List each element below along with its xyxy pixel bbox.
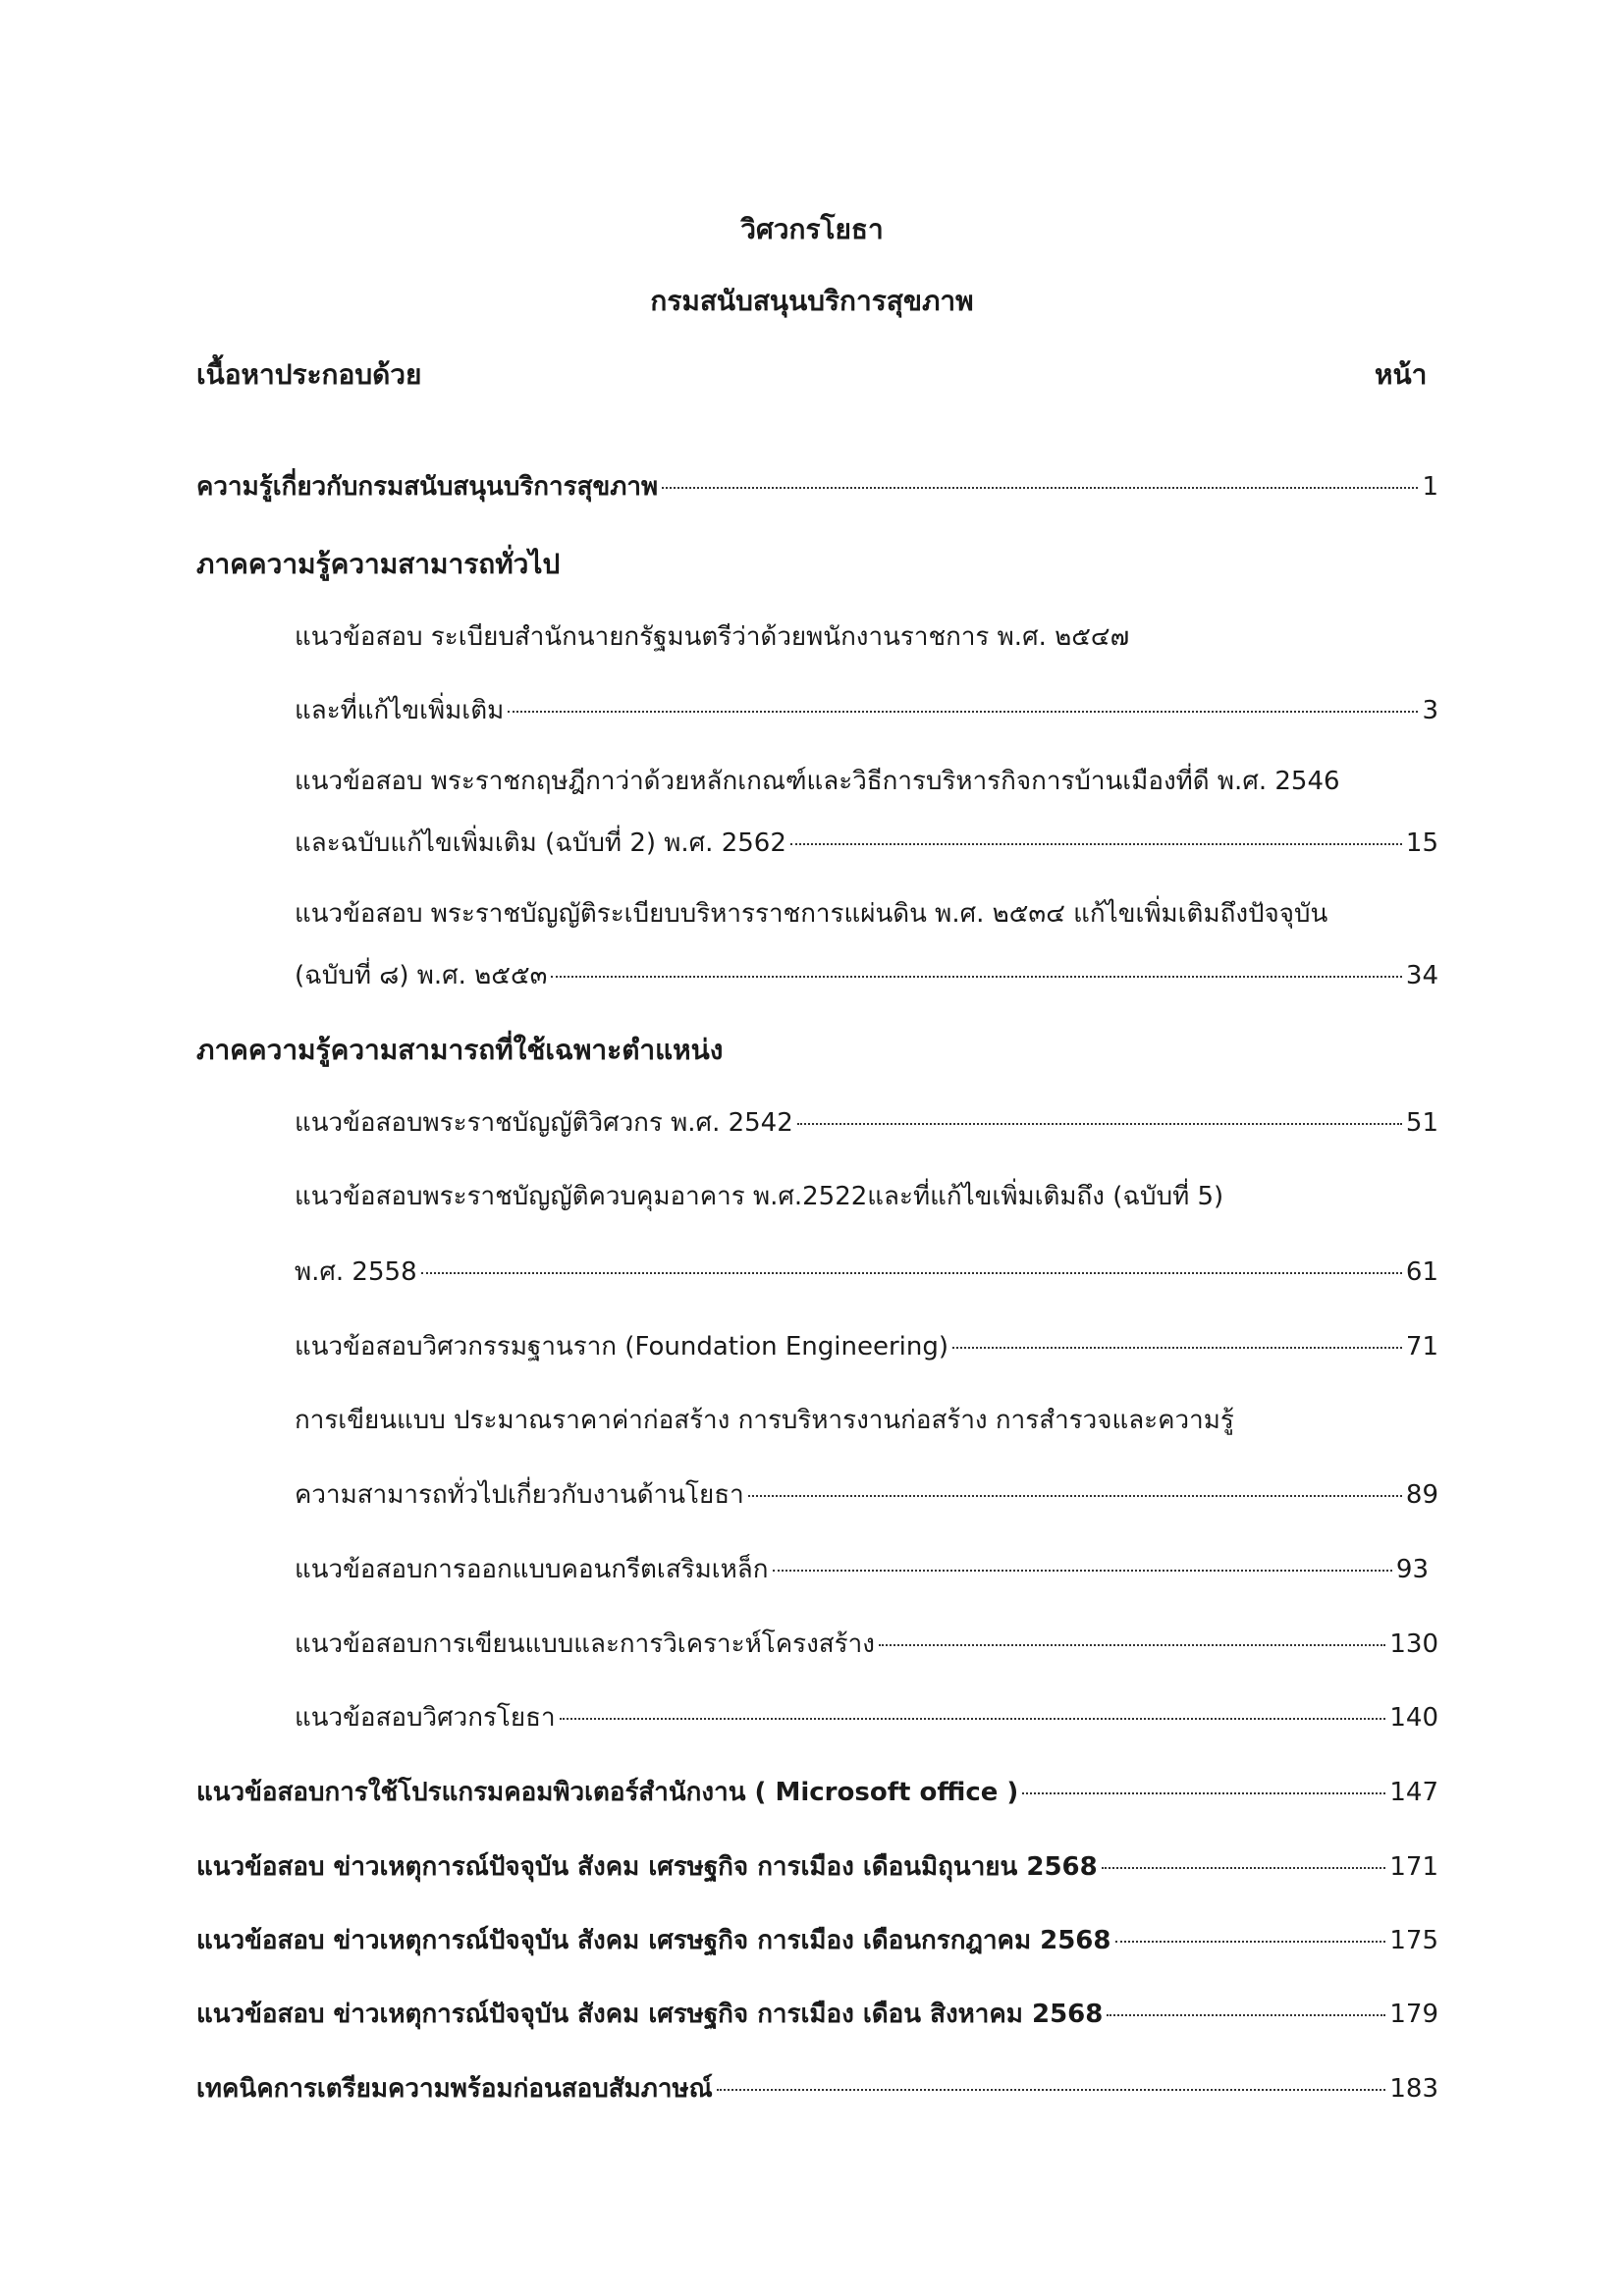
toc-entry-text: แนวข้อสอบ ข่าวเหตุการณ์ปัจจุบัน สังคม เศรษฐกิจ การเมือง เดือนมิถุนายน 2568 — [196, 1852, 1098, 1882]
dot-leader — [662, 487, 1418, 489]
toc-entry — [196, 1772, 1438, 1811]
toc-entry-line: การเขียนแบบ ประมาณราคาค่าก่อสร้าง การบริหารงานก่อสร้าง การสำรวจและความรู้ — [295, 1406, 1234, 1435]
toc-header-page: หน้า — [1375, 358, 1428, 391]
toc-entry — [295, 1624, 1438, 1663]
toc-entry-page: 183 — [1389, 2074, 1438, 2104]
toc-entry-text: แนวข้อสอบ ข่าวเหตุการณ์ปัจจุบัน สังคม เศรษฐกิจ การเมือง เดือน สิงหาคม 2568 — [196, 2000, 1104, 2029]
toc-entry — [196, 1920, 1438, 1959]
toc-entry — [295, 823, 1438, 862]
dot-leader — [1107, 2014, 1385, 2016]
toc-entry — [295, 955, 1438, 994]
toc-entry — [196, 1846, 1438, 1886]
dot-leader — [879, 1644, 1385, 1646]
toc-entry-text: และฉบับแก้ไขเพิ่มเติม (ฉบับที่ 2) พ.ศ. 2562 — [295, 828, 786, 858]
dot-leader — [1102, 1867, 1386, 1869]
toc-entry-text: แนวข้อสอบการเขียนแบบและการวิเคราะห์โครงสร้าง — [295, 1629, 875, 1659]
toc-entry-text: แนวข้อสอบ ข่าวเหตุการณ์ปัจจุบัน สังคม เศรษฐกิจ การเมือง เดือนกรกฎาคม 2568 — [196, 1926, 1111, 1955]
toc-entry-line: แนวข้อสอบ ระเบียบสำนักนายกรัฐมนตรีว่าด้วยพนักงานราชการ พ.ศ. ๒๕๔๗ — [295, 622, 1130, 652]
toc-entry-page: 34 — [1405, 961, 1438, 990]
toc-entry — [295, 1102, 1438, 1142]
toc-entry-text: ความสามารถทั่วไปเกี่ยวกับงานด้านโยธา — [295, 1480, 744, 1510]
document-subtitle: กรมสนับสนุนบริการสุขภาพ — [650, 285, 974, 317]
toc-entry-page: 93 — [1395, 1555, 1429, 1584]
dot-leader — [1115, 1941, 1386, 1943]
toc-entry-page: 171 — [1389, 1852, 1438, 1882]
dot-leader — [717, 2089, 1386, 2091]
toc-entry-page: 15 — [1405, 828, 1438, 858]
dot-leader — [797, 1123, 1402, 1125]
toc-entry — [295, 1549, 1429, 1588]
dot-leader — [748, 1495, 1402, 1497]
dot-leader — [1022, 1792, 1385, 1794]
toc-entry-page: 1 — [1422, 472, 1438, 502]
toc-entry-text: แนวข้อสอบพระราชบัญญัติวิศวกร พ.ศ. 2542 — [295, 1108, 793, 1138]
toc-entry-text: ความรู้เกี่ยวกับกรมสนับสนุนบริการสุขภาพ — [196, 472, 659, 502]
toc-entry — [295, 1252, 1438, 1291]
dot-leader — [952, 1347, 1402, 1349]
toc-entry — [196, 466, 1438, 506]
toc-entry-text: และที่แก้ไขเพิ่มเติม — [295, 696, 505, 725]
toc-entry-page: 147 — [1389, 1778, 1438, 1807]
dot-leader — [421, 1272, 1402, 1274]
dot-leader — [508, 711, 1418, 713]
toc-entry-page: 71 — [1405, 1332, 1438, 1362]
toc-entry-text: แนวข้อสอบวิศวกรรมฐานราก (Foundation Engineering) — [295, 1332, 948, 1362]
toc-entry — [295, 1697, 1438, 1736]
toc-entry-text: เทคนิคการเตรียมความพร้อมก่อนสอบสัมภาษณ์ — [196, 2074, 713, 2104]
toc-entry-page: 51 — [1405, 1108, 1438, 1138]
dot-leader — [551, 976, 1401, 978]
toc-section-heading: ภาคความรู้ความสามารถทั่วไป — [196, 548, 561, 580]
dot-leader — [790, 843, 1402, 845]
toc-entry-page: 3 — [1422, 696, 1438, 725]
toc-entry-text: แนวข้อสอบการออกแบบคอนกรีตเสริมเหล็ก — [295, 1555, 769, 1584]
toc-entry-page: 130 — [1389, 1629, 1438, 1659]
toc-entry-line: แนวข้อสอบ พระราชกฤษฎีกาว่าด้วยหลักเกณฑ์และวิธีการบริหารกิจการบ้านเมืองที่ดี พ.ศ. 2546 — [295, 767, 1340, 796]
toc-entry-text: พ.ศ. 2558 — [295, 1257, 417, 1287]
document-title: วิศวกรโยธา — [740, 213, 884, 245]
toc-entry — [196, 2068, 1438, 2108]
toc-entry-line: แนวข้อสอบพระราชบัญญัติควบคุมอาคาร พ.ศ.2522และที่แก้ไขเพิ่มเติมถึง (ฉบับที่ 5) — [295, 1182, 1224, 1211]
toc-entry — [196, 1994, 1438, 2033]
toc-header-contents: เนื้อหาประกอบด้วย — [196, 358, 422, 391]
toc-entry-text: แนวข้อสอบวิศวกรโยธา — [295, 1703, 556, 1733]
toc-entry — [295, 690, 1438, 729]
toc-entry — [295, 1326, 1438, 1365]
toc-entry-page: 89 — [1405, 1480, 1438, 1510]
toc-entry-text: แนวข้อสอบการใช้โปรแกรมคอมพิวเตอร์สำนักงาน ( Microsoft office ) — [196, 1778, 1019, 1807]
toc-entry-text: (ฉบับที่ ๘) พ.ศ. ๒๕๕๓ — [295, 961, 548, 990]
toc-entry-page: 140 — [1389, 1703, 1438, 1733]
toc-entry-page: 179 — [1389, 2000, 1438, 2029]
toc-entry — [295, 1474, 1438, 1514]
dot-leader — [773, 1570, 1392, 1572]
dot-leader — [560, 1718, 1386, 1720]
toc-entry-page: 61 — [1405, 1257, 1438, 1287]
toc-entry-page: 175 — [1389, 1926, 1438, 1955]
toc-entry-line: แนวข้อสอบ พระราชบัญญัติระเบียบบริหารราชการแผ่นดิน พ.ศ. ๒๕๓๔ แก้ไขเพิ่มเติมถึงปัจจุบัน — [295, 899, 1328, 929]
toc-section-heading: ภาคความรู้ความสามารถที่ใช้เฉพาะตำแหน่ง — [196, 1034, 724, 1066]
